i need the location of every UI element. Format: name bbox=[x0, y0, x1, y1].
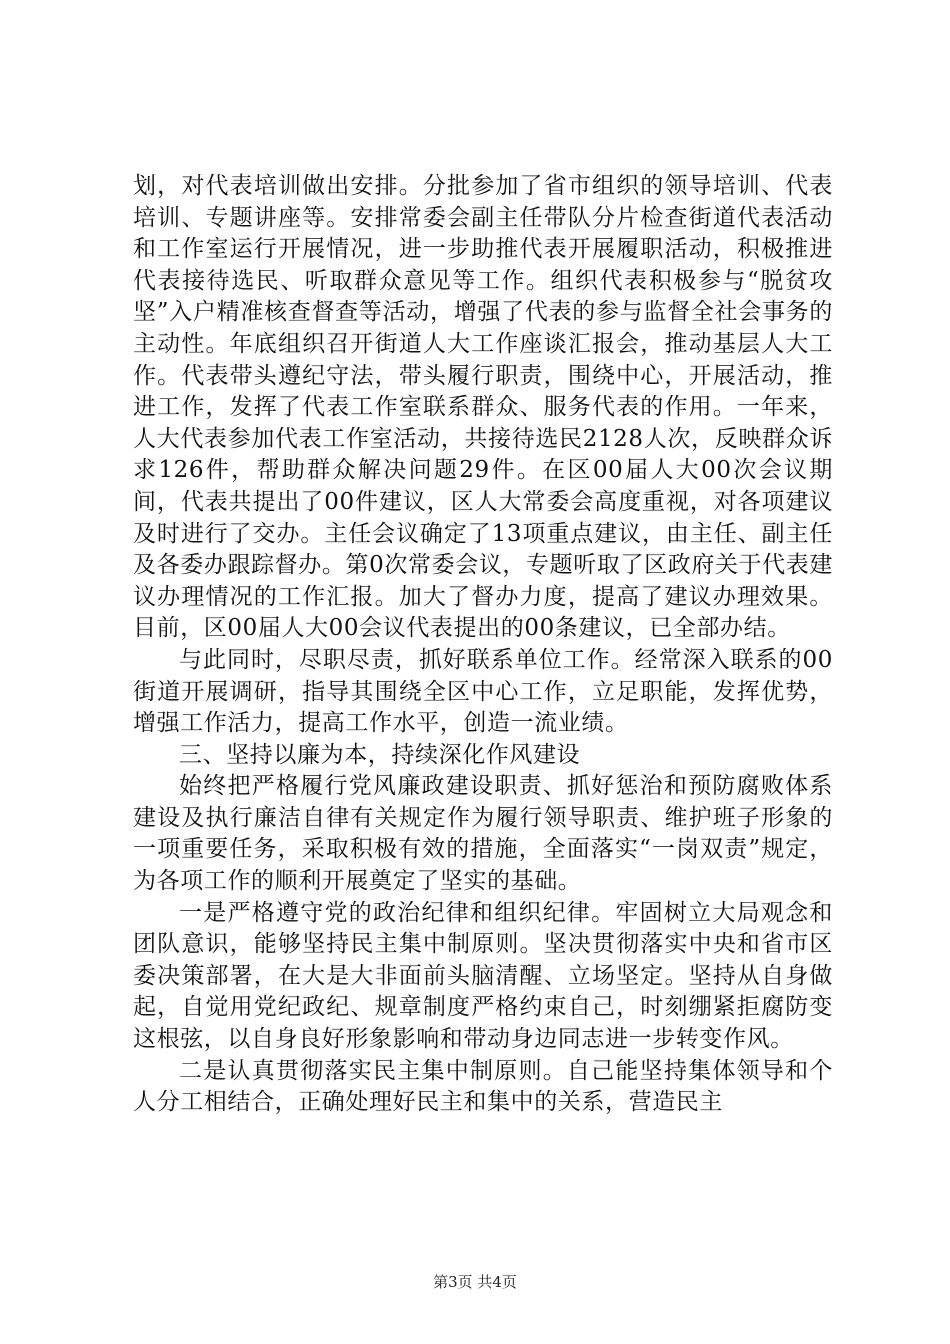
paragraph-political-discipline: 一是严格遵守党的政治纪律和组织纪律。牢固树立大局观念和团队意识，能够坚持民主集中制原则。坚决贯彻落实中央和省市区委决策部署，在大是大非面前头脑清醒、立场坚定。坚持从自身做起，自觉用党纪政纪、规章制度严格约束自己，时刻绷紧拒腐防变这根弦，以自身良好形象影响和带动身边同志进一步转变作风。 bbox=[133, 899, 833, 1053]
paragraph-contact-units: 与此同时，尽职尽责，抓好联系单位工作。经常深入联系的00街道开展调研，指导其围绕全区中心工作，立足职能，发挥优势，增强工作活力，提高工作水平，创造一流业绩。 bbox=[133, 646, 833, 737]
paragraph-integrity-duty: 始终把严格履行党风廉政建设职责、抓好惩治和预防腐败体系建设及执行廉洁自律有关规定作为履行领导职责、维护班子形象的一项重要任务，采取积极有效的措施，全面落实“一岗双责”规定，为各项工作的顺利开展奠定了坚实的基础。 bbox=[133, 773, 833, 895]
paragraph-continuation: 划，对代表培训做出安排。分批参加了省市组织的领导培训、代表培训、专题讲座等。安排常委会副主任带队分片检查街道代表活动和工作室运行开展情况，进一步助推代表开展履职活动，积极推进代表接待选民、听取群众意见等工作。组织代表积极参与“脱贫攻坚”入户精准核查督查等活动，增强了代表的参与监督全社会事务的主动性。年底组织召开街道人大工作座谈汇报会，推动基层人大工作。代表带头遵纪守法，带头履行职责，围绕中心，开展活动，推进工作，发挥了代表工作室联系群众、服务代表的作用。一年来，人大代表参加代表工作室活动，共接待选民2128人次，反映群众诉求126件，帮助群众解决问题29件。在区00届人大00次会议期间，代表共提出了00件建议，区人大常委会高度重视，对各项建议及时进行了交办。主任会议确定了13项重点建议，由主任、副主任及各委办跟踪督办。第0次常委会议，专题听取了区政府关于代表建议办理情况的工作汇报。加大了督办力度，提高了建议办理效果。目前，区00届人大00会议代表提出的00条建议，已全部办结。 bbox=[133, 173, 833, 642]
paragraph-democratic-centralism: 二是认真贯彻落实民主集中制原则。自己能坚持集体领导和个人分工相结合，正确处理好民主和集中的关系，营造民主 bbox=[133, 1057, 833, 1116]
page-footer: 第3页 共4页 bbox=[433, 1273, 517, 1291]
body-text bbox=[133, 171, 833, 1119]
section-heading-3: 三、坚持以廉为本，持续深化作风建设 bbox=[179, 741, 581, 768]
